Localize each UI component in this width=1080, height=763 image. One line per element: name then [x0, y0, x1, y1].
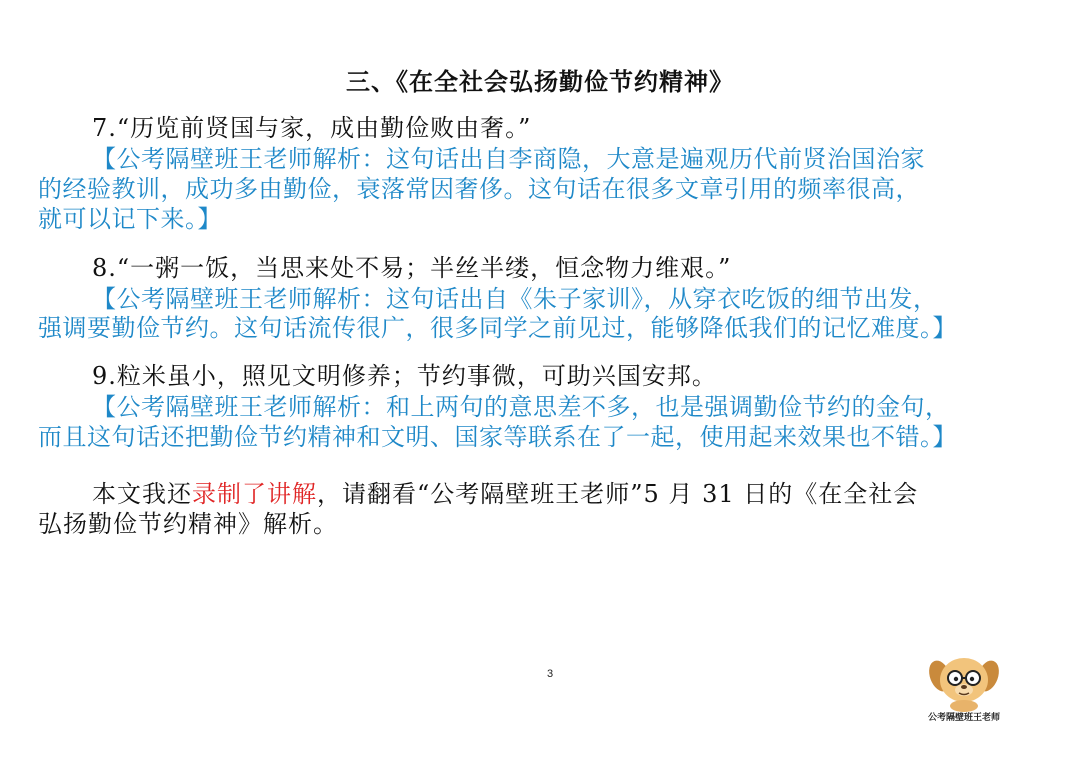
quote-8: 8.“一粥一饭，当思来处不易；半丝半缕，恒念物力维艰。” [92, 254, 732, 282]
closing-suffix: ，请翻看“公考隔壁班王老师”5 月 31 日的《在全社会 [317, 480, 919, 508]
page-number: 3 [546, 668, 554, 680]
quote-7: 7.“历览前贤国与家，成由勤俭败由奢。” [92, 114, 532, 142]
recorded-explanation-highlight: 录制了讲解 [192, 480, 317, 508]
quote-9: 9.粒米虽小，照见文明修养；节约事微，可助兴国安邦。 [92, 362, 717, 390]
analysis-7-line-2: 的经验教训，成功多由勤俭，衰落常因奢侈。这句话在很多文章引用的频率很高， [38, 175, 920, 203]
document-title: 三、《在全社会弘扬勤俭节约精神》 [346, 67, 734, 96]
analysis-7-line-3: 就可以记下来。】 [38, 205, 222, 233]
analysis-7-line-1: 【公考隔壁班王老师解析：这句话出自李商隐，大意是遍观历代前贤治国治家 [92, 145, 925, 173]
analysis-9-line-1: 【公考隔壁班王老师解析：和上两句的意思差不多，也是强调勤俭节约的金句， [92, 393, 950, 421]
closing-line-1 [92, 479, 1080, 509]
analysis-8-line-1: 【公考隔壁班王老师解析：这句话出自《朱子家训》，从穿衣吃饭的细节出发， [92, 285, 938, 313]
logo-caption: 公考隔壁班王老师 [927, 713, 1000, 723]
closing-prefix: 本文我还 [92, 480, 192, 508]
analysis-9-line-2: 而且这句话还把勤俭节约精神和文明、国家等联系在了一起，使用起来效果也不错。】 [38, 423, 957, 451]
closing-line-2: 弘扬勤俭节约精神》解析。 [38, 510, 338, 538]
analysis-8-line-2: 强调要勤俭节约。这句话流传很广，很多同学之前见过，能够降低我们的记忆难度。】 [38, 314, 957, 342]
